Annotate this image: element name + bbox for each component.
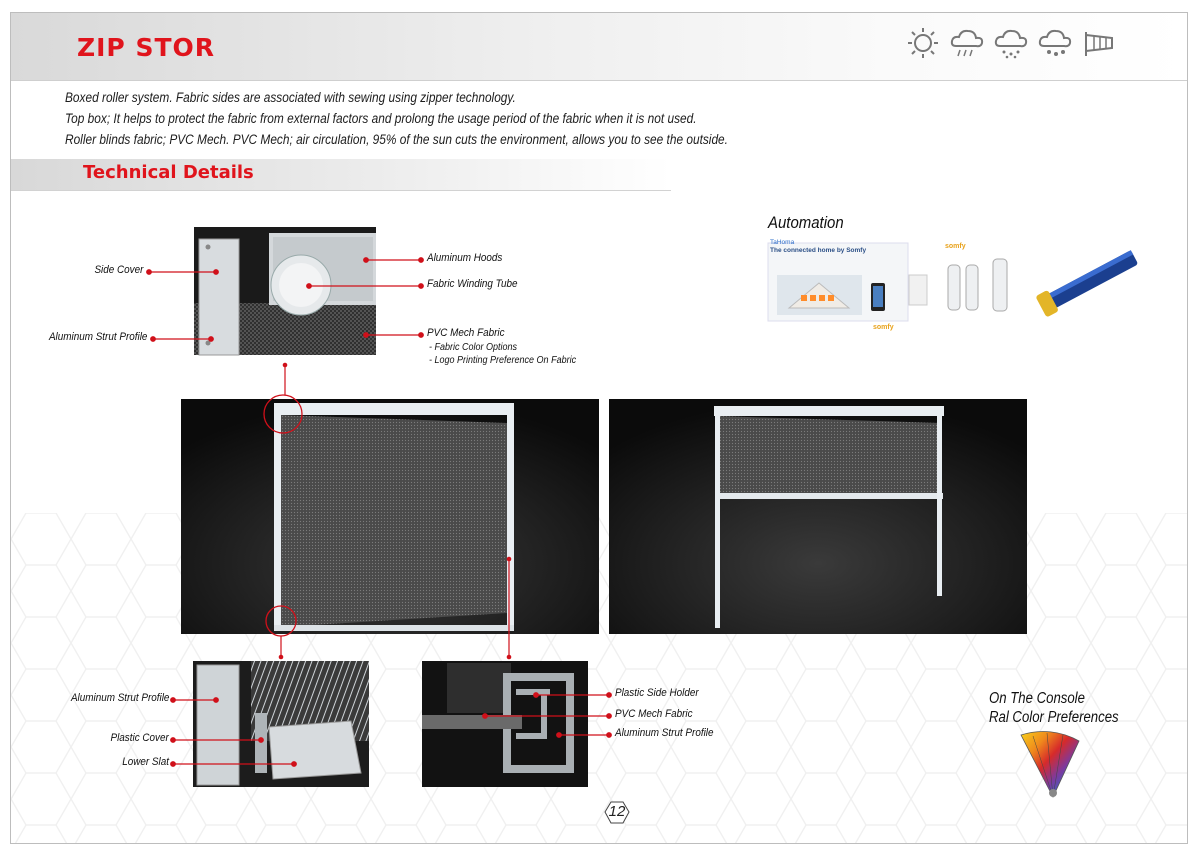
label-aluminum-strut-profile-side: Aluminum Strut Profile — [615, 727, 714, 739]
tahoma-logo — [770, 239, 866, 255]
label-logo-printing: - Logo Printing Preference On Fabric — [429, 355, 577, 366]
tahoma-text: TaHoma — [770, 239, 795, 246]
automation-title: Automation — [768, 213, 844, 232]
label-lower-slat: Lower Slat — [122, 756, 169, 768]
page-frame — [10, 12, 1188, 844]
description-line-1: Boxed roller system. Fabric sides are associated with sewing using zipper technology. — [65, 90, 516, 105]
label-plastic-side-holder: Plastic Side Holder — [615, 687, 699, 699]
zip-stor-render-open — [609, 399, 1027, 634]
by-somfy-text: by Somfy — [836, 247, 867, 254]
label-fabric-winding-tube: Fabric Winding Tube — [427, 278, 518, 290]
label-fabric-color-options: - Fabric Color Options — [429, 342, 518, 353]
page-title: ZIP STOR — [77, 33, 216, 62]
top-box-detail-image — [194, 227, 376, 355]
label-aluminum-strut-profile-bottom: Aluminum Strut Profile — [70, 692, 169, 704]
label-aluminum-strut-profile-top: Aluminum Strut Profile — [48, 331, 147, 343]
label-pvc-mech-fabric-bottom: PVC Mech Fabric — [615, 708, 693, 720]
somfy-logo-top: somfy — [945, 243, 966, 250]
page-number — [602, 800, 632, 824]
connected-home-text: The connected home — [770, 247, 836, 254]
console-note — [989, 689, 1119, 727]
description-line-3: Roller blinds fabric; PVC Mech. PVC Mech; air circulation, 95% of the sun cuts the environment, allows you to see the outside. — [65, 132, 728, 147]
console-line-1: On The Console — [989, 690, 1085, 707]
label-pvc-mech-fabric-top: PVC Mech Fabric — [427, 327, 505, 339]
zip-stor-render-closed — [181, 363, 599, 660]
somfy-logo-bottom: somfy — [873, 324, 894, 331]
label-plastic-cover: Plastic Cover — [110, 732, 169, 744]
label-side-cover: Side Cover — [94, 264, 143, 276]
label-aluminum-hoods: Aluminum Hoods — [427, 252, 503, 264]
lower-slat-detail-image — [193, 661, 369, 787]
ral-color-fan-image — [1021, 731, 1079, 797]
side-profile-detail-image — [422, 661, 588, 787]
page-number-text: 12 — [608, 803, 626, 820]
section-title: Technical Details — [83, 162, 254, 183]
description-line-2: Top box; It helps to protect the fabric from external factors and prolong the usage period of the fabric when it is not used. — [65, 111, 697, 126]
console-line-2: Ral Color Preferences — [989, 709, 1119, 726]
